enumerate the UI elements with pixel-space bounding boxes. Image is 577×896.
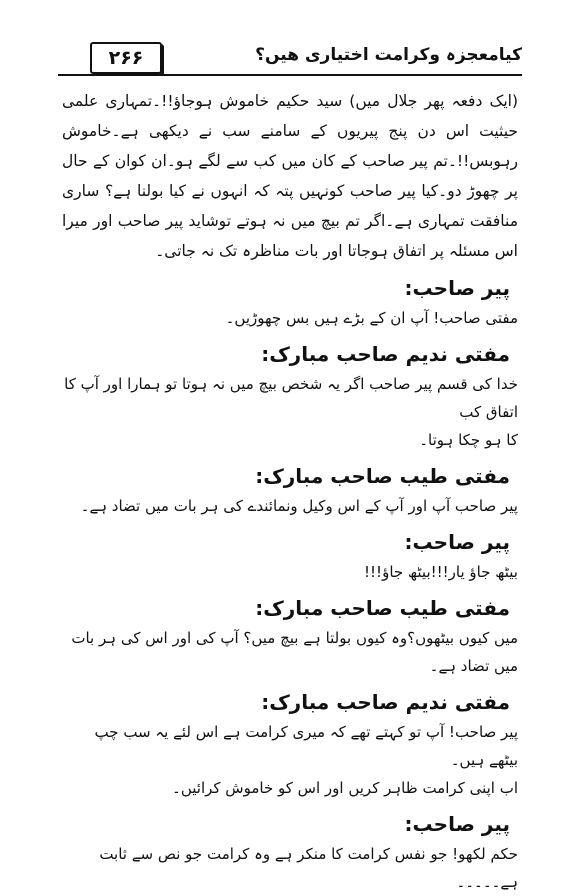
- speaker-label: مفتی ندیم صاحب مبارک:: [261, 342, 510, 366]
- page-number: ۲۶۶: [90, 42, 162, 74]
- header-rule: [58, 74, 522, 76]
- speech-text: خدا کی قسم پیر صاحب اگر یہ شخص بیچ میں نہ ہوتا تو ہمارا اور آپ کا اتفاق کب: [64, 375, 518, 421]
- dialogue-block-5: [62, 592, 518, 680]
- speech-text: پیر صاحب آپ اور آپ کے اس وکیل ونمائندے کی ہر بات میں تضاد ہے۔: [80, 497, 518, 515]
- speech-text-continued: اب اپنی کرامت ظاہر کریں اور اس کو خاموش کرائیں۔: [172, 779, 518, 797]
- speaker-label: پیر صاحب:: [404, 276, 510, 300]
- speech-text: پیر صاحب! آپ تو کہتے تھے کہ میری کرامت ہے اس لئے یہ سب چپ بیٹھے ہیں۔: [94, 723, 518, 769]
- speaker-label: مفتی طیب صاحب مبارک:: [255, 464, 510, 488]
- speaker-label: پیر صاحب:: [404, 530, 510, 554]
- speaker-label: مفتی طیب صاحب مبارک:: [255, 596, 510, 620]
- dialogue-block-1: [62, 272, 518, 332]
- speech-text-continued: کا ہو چکا ہوتا۔: [419, 431, 518, 449]
- dialogue-block-3: [62, 460, 518, 520]
- dialogue-block-2: [62, 338, 518, 454]
- speaker-label: مفتی ندیم صاحب مبارک:: [261, 690, 510, 714]
- speech-text: میں کیوں بیٹھوں؟وہ کیوں بولتا ہے بیچ میں؟ آپ کی اور اس کی ہر بات میں تضاد ہے۔: [71, 629, 518, 675]
- speech-text: بیٹھ جاؤ یار!!!بیٹھ جاؤ!!!: [364, 563, 518, 581]
- opening-paragraph: (ایک دفعہ پھر جلال میں) سید حکیم خاموش ہوجاؤ!!۔تمہاری علمی حیثیت اس دن پنج پیریوں کے سامنے سب نے دیکھی ہے۔خاموش رہوبس!!۔تم پیر صاحب کے کان میں کب سے لگے ہو۔ان کوان کے حال پر چھوڑ دو۔کیا پیر صاحب کونہیں پتہ کہ انہوں نے کیا بولنا ہے؟ ساری منافقت تمہاری ہے۔اگر تم بیچ میں نہ ہوتے توشاید پیر صاحب اور میرا اس مسئلہ پر اتفاق ہوجاتا اور بات مناظرہ تک نہ جاتی۔: [62, 92, 518, 260]
- dialogue-block-7: [62, 808, 518, 896]
- speaker-label: پیر صاحب:: [404, 812, 510, 836]
- dialogue-block-6: [62, 686, 518, 802]
- running-head: کیامعجزہ وکرامت اختیاری ھیں؟: [255, 45, 522, 65]
- page-content: [62, 86, 518, 896]
- dialogue-block-4: [62, 526, 518, 586]
- speech-text: حکم لکھو! جو نفس کرامت کا منکر ہے وہ کرامت جو نص سے ثابت ہے۔۔۔۔۔: [99, 845, 518, 891]
- page-header: [60, 42, 522, 76]
- speech-text: مفتی صاحب! آپ ان کے بڑے ہیں بس چھوڑیں۔: [225, 309, 518, 327]
